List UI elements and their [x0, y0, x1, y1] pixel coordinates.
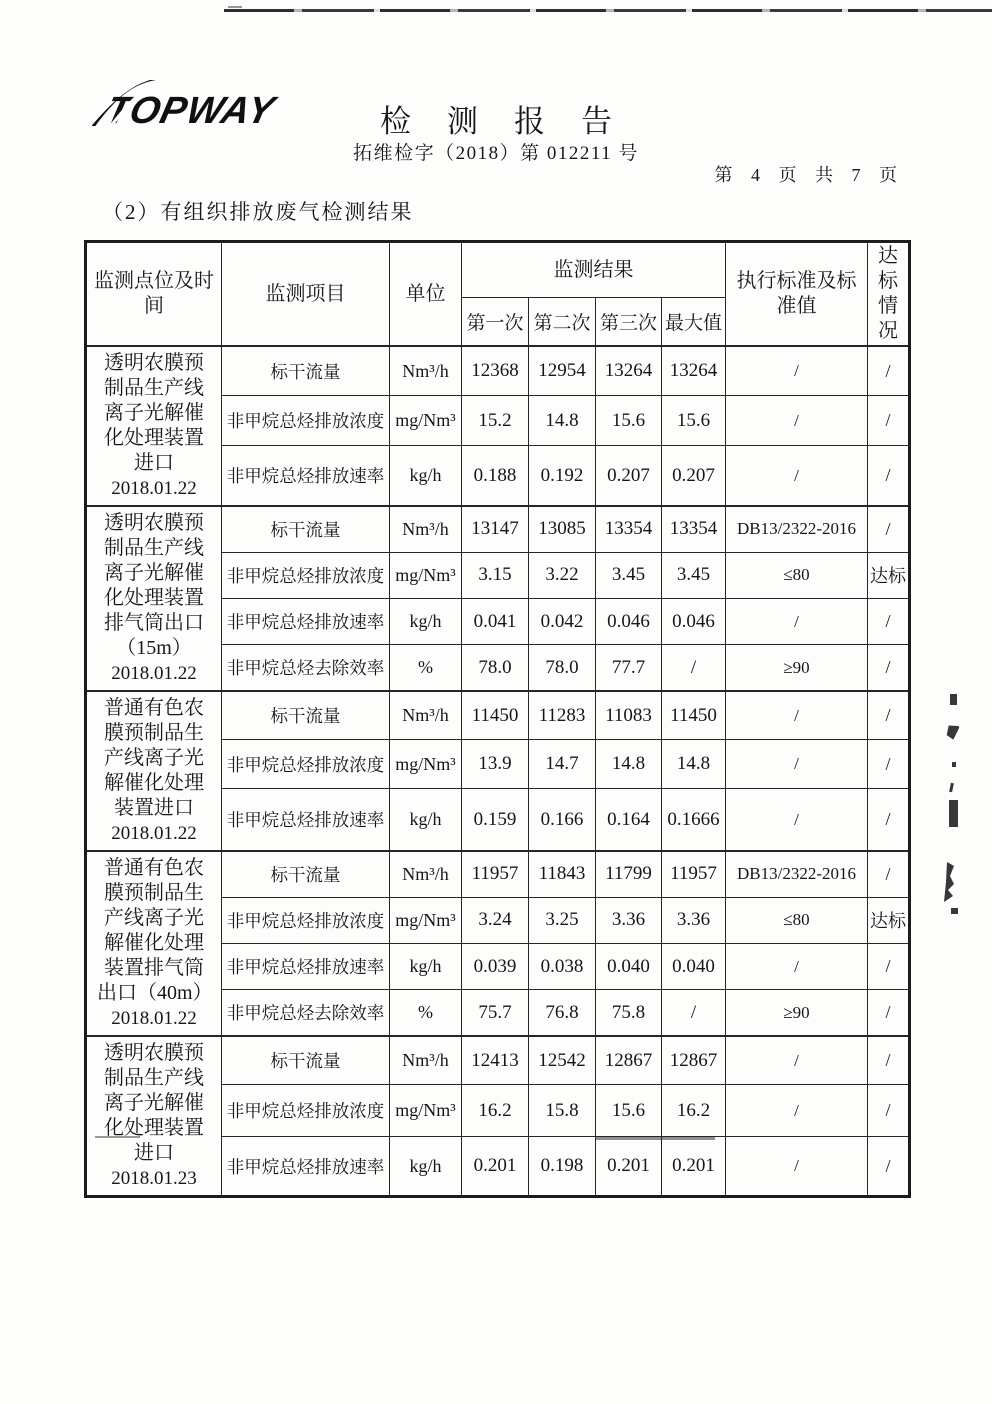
location-date: 2018.01.22 [111, 823, 197, 844]
result-max-cell: 15.6 [662, 396, 726, 446]
result-cell: 11450 [462, 691, 529, 740]
result-cell: 0.159 [462, 789, 529, 851]
result-cell: 0.207 [596, 446, 662, 506]
result-cell: 12413 [462, 1036, 529, 1085]
unit-cell: % [390, 990, 462, 1036]
result-cell: 14.7 [529, 740, 596, 789]
compliance-cell: / [868, 944, 910, 990]
result-cell: 13354 [596, 506, 662, 552]
result-max-cell: 0.207 [662, 446, 726, 506]
result-cell: 0.038 [529, 944, 596, 990]
standard-cell: DB13/2322-2016 [726, 851, 868, 897]
standard-cell: / [726, 1137, 868, 1197]
result-max-cell: 16.2 [662, 1085, 726, 1137]
scan-artifact [949, 783, 954, 792]
result-cell: 15.8 [529, 1085, 596, 1137]
result-max-cell: 11957 [662, 851, 726, 897]
scan-artifact [949, 800, 958, 827]
unit-cell: mg/Nm³ [390, 396, 462, 446]
scan-artifact [945, 723, 960, 741]
result-cell: 0.039 [462, 944, 529, 990]
monitoring-location-cell [86, 1036, 222, 1197]
compliance-cell: / [868, 346, 910, 396]
compliance-cell: / [868, 740, 910, 789]
table-row [86, 346, 910, 396]
unit-cell: kg/h [390, 944, 462, 990]
col-header-trial2: 第二次 [529, 298, 596, 346]
scan-artifact-line [224, 9, 992, 12]
unit-cell: mg/Nm³ [390, 552, 462, 598]
unit-cell: Nm³/h [390, 691, 462, 740]
item-cell: 非甲烷总烃排放速率 [222, 446, 390, 506]
standard-cell: / [726, 1036, 868, 1085]
result-cell: 15.2 [462, 396, 529, 446]
unit-cell: Nm³/h [390, 506, 462, 552]
unit-cell: % [390, 645, 462, 691]
standard-cell: ≥90 [726, 645, 868, 691]
compliance-cell: / [868, 1036, 910, 1085]
standard-cell: / [726, 599, 868, 645]
compliance-cell: / [868, 851, 910, 897]
result-max-cell: 3.45 [662, 552, 726, 598]
unit-cell: kg/h [390, 446, 462, 506]
result-max-cell: 0.046 [662, 599, 726, 645]
scan-artifact-dots [228, 6, 242, 8]
result-cell: 15.6 [596, 396, 662, 446]
item-cell: 非甲烷总烃排放速率 [222, 944, 390, 990]
unit-cell: Nm³/h [390, 346, 462, 396]
result-cell: 0.046 [596, 599, 662, 645]
item-cell: 非甲烷总烃去除效率 [222, 990, 390, 1036]
table-row [86, 691, 910, 740]
col-header-max: 最大值 [662, 298, 726, 346]
unit-cell: kg/h [390, 1137, 462, 1197]
result-cell: 12542 [529, 1036, 596, 1085]
item-cell: 非甲烷总烃排放浓度 [222, 740, 390, 789]
compliance-cell: / [868, 506, 910, 552]
col-header-trial1: 第一次 [462, 298, 529, 346]
scan-artifact [95, 1136, 140, 1138]
results-table-container [84, 240, 911, 1198]
result-cell: 3.22 [529, 552, 596, 598]
result-cell: 0.201 [462, 1137, 529, 1197]
compliance-cell: / [868, 990, 910, 1036]
result-cell: 0.041 [462, 599, 529, 645]
item-cell: 非甲烷总烃排放速率 [222, 1137, 390, 1197]
standard-cell: ≥90 [726, 990, 868, 1036]
result-max-cell: / [662, 645, 726, 691]
scan-artifact [950, 694, 957, 705]
result-cell: 11843 [529, 851, 596, 897]
result-cell: 11799 [596, 851, 662, 897]
result-cell: 0.040 [596, 944, 662, 990]
item-cell: 非甲烷总烃排放浓度 [222, 1085, 390, 1137]
unit-cell: mg/Nm³ [390, 1085, 462, 1137]
item-cell: 标干流量 [222, 506, 390, 552]
result-max-cell: 3.36 [662, 897, 726, 943]
monitoring-location-cell [86, 851, 222, 1036]
result-cell: 3.36 [596, 897, 662, 943]
result-cell: 3.15 [462, 552, 529, 598]
scan-artifact [595, 1137, 715, 1140]
unit-cell: mg/Nm³ [390, 740, 462, 789]
item-cell: 标干流量 [222, 851, 390, 897]
item-cell: 非甲烷总烃排放浓度 [222, 396, 390, 446]
unit-cell: Nm³/h [390, 851, 462, 897]
result-cell: 0.166 [529, 789, 596, 851]
col-header-trial3: 第三次 [596, 298, 662, 346]
result-cell: 0.201 [596, 1137, 662, 1197]
page-number: 第 4 页 共 7 页 [714, 165, 904, 185]
topway-logo-text: TOPWAY [102, 89, 279, 132]
item-cell: 非甲烷总烃排放浓度 [222, 897, 390, 943]
result-cell: 76.8 [529, 990, 596, 1036]
standard-cell: DB13/2322-2016 [726, 506, 868, 552]
result-cell: 0.198 [529, 1137, 596, 1197]
location-text: 普通有色农膜预制品生产线离子光解催化处理装置进口 [104, 697, 204, 819]
item-cell: 非甲烷总烃排放速率 [222, 789, 390, 851]
result-max-cell: 0.201 [662, 1137, 726, 1197]
result-cell: 13264 [596, 346, 662, 396]
result-cell: 78.0 [529, 645, 596, 691]
standard-cell: / [726, 944, 868, 990]
location-text: 透明农膜预制品生产线离子光解催化处理装置进口 [104, 1042, 204, 1164]
monitoring-results-table [84, 240, 911, 1198]
result-cell: 11283 [529, 691, 596, 740]
compliance-cell: 达标 [868, 552, 910, 598]
result-cell: 0.188 [462, 446, 529, 506]
standard-cell: / [726, 346, 868, 396]
location-date: 2018.01.22 [111, 1008, 197, 1029]
col-header-item: 监测项目 [222, 242, 390, 347]
result-cell: 13.9 [462, 740, 529, 789]
compliance-cell: / [868, 1137, 910, 1197]
section-title: （2）有组织排放废气检测结果 [102, 200, 414, 224]
result-cell: 12954 [529, 346, 596, 396]
result-cell: 78.0 [462, 645, 529, 691]
standard-cell: / [726, 691, 868, 740]
result-cell: 0.164 [596, 789, 662, 851]
result-cell: 3.45 [596, 552, 662, 598]
result-cell: 77.7 [596, 645, 662, 691]
col-header-standard: 执行标准及标准值 [726, 242, 868, 347]
item-cell: 非甲烷总烃排放浓度 [222, 552, 390, 598]
standard-cell: / [726, 740, 868, 789]
standard-cell: ≤80 [726, 552, 868, 598]
table-row [86, 506, 910, 552]
standard-cell: ≤80 [726, 897, 868, 943]
item-cell: 非甲烷总烃去除效率 [222, 645, 390, 691]
col-header-compliance: 达标情况 [868, 242, 910, 347]
compliance-cell: / [868, 396, 910, 446]
header-row-1 [86, 242, 910, 298]
report-number: 拓维检字（2018）第 012211 号 [353, 143, 639, 164]
compliance-cell: / [868, 1085, 910, 1137]
result-cell: 12867 [596, 1036, 662, 1085]
standard-cell: / [726, 789, 868, 851]
result-cell: 11957 [462, 851, 529, 897]
compliance-cell: / [868, 691, 910, 740]
result-cell: 3.25 [529, 897, 596, 943]
result-max-cell: 13264 [662, 346, 726, 396]
col-header-location: 监测点位及时间 [86, 242, 222, 347]
standard-cell: / [726, 1085, 868, 1137]
col-header-results: 监测结果 [462, 242, 726, 298]
result-max-cell: 13354 [662, 506, 726, 552]
compliance-cell: 达标 [868, 897, 910, 943]
scan-artifact [951, 908, 958, 914]
scan-artifact [952, 762, 956, 767]
item-cell: 标干流量 [222, 1036, 390, 1085]
col-header-unit: 单位 [390, 242, 462, 347]
result-cell: 75.7 [462, 990, 529, 1036]
item-cell: 标干流量 [222, 691, 390, 740]
result-max-cell: 12867 [662, 1036, 726, 1085]
result-cell: 3.24 [462, 897, 529, 943]
result-cell: 16.2 [462, 1085, 529, 1137]
result-max-cell: 0.1666 [662, 789, 726, 851]
result-max-cell: 14.8 [662, 740, 726, 789]
report-title: 检测报告 [380, 104, 648, 139]
location-text: 透明农膜预制品生产线离子光解催化处理装置进口 [104, 352, 204, 474]
result-cell: 12368 [462, 346, 529, 396]
result-cell: 13147 [462, 506, 529, 552]
standard-cell: / [726, 446, 868, 506]
location-date: 2018.01.23 [111, 1168, 197, 1189]
item-cell: 标干流量 [222, 346, 390, 396]
location-date: 2018.01.22 [111, 663, 197, 684]
compliance-cell: / [868, 599, 910, 645]
unit-cell: Nm³/h [390, 1036, 462, 1085]
item-cell: 非甲烷总烃排放速率 [222, 599, 390, 645]
location-text: 普通有色农膜预制品生产线离子光解催化处理装置排气筒出口（40m） [97, 857, 213, 1004]
result-max-cell: 11450 [662, 691, 726, 740]
result-cell: 75.8 [596, 990, 662, 1036]
result-max-cell: / [662, 990, 726, 1036]
monitoring-location-cell [86, 691, 222, 851]
compliance-cell: / [868, 446, 910, 506]
compliance-cell: / [868, 645, 910, 691]
result-cell: 14.8 [529, 396, 596, 446]
scan-artifact [944, 862, 954, 902]
result-cell: 11083 [596, 691, 662, 740]
table-row [86, 1036, 910, 1085]
result-max-cell: 0.040 [662, 944, 726, 990]
unit-cell: mg/Nm³ [390, 897, 462, 943]
unit-cell: kg/h [390, 789, 462, 851]
result-cell: 14.8 [596, 740, 662, 789]
result-cell: 0.042 [529, 599, 596, 645]
location-date: 2018.01.22 [111, 478, 197, 499]
location-text: 透明农膜预制品生产线离子光解催化处理装置排气筒出口（15m） [104, 512, 204, 659]
compliance-cell: / [868, 789, 910, 851]
unit-cell: kg/h [390, 599, 462, 645]
result-cell: 0.192 [529, 446, 596, 506]
monitoring-location-cell [86, 346, 222, 506]
result-cell: 13085 [529, 506, 596, 552]
table-row [86, 851, 910, 897]
standard-cell: / [726, 396, 868, 446]
result-cell: 15.6 [596, 1085, 662, 1137]
monitoring-location-cell [86, 506, 222, 691]
